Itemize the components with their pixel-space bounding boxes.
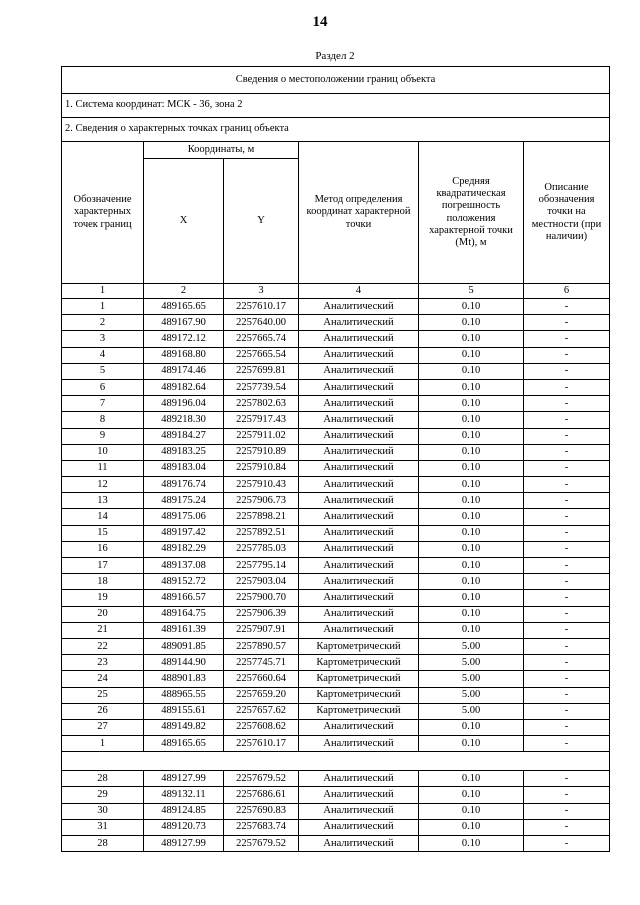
method: Аналитический <box>299 509 419 525</box>
error: 5.00 <box>419 703 524 719</box>
y-coordinate: 2257608.62 <box>224 719 299 735</box>
y-coordinate: 2257665.74 <box>224 331 299 347</box>
empty-cell <box>62 752 610 771</box>
description: - <box>524 787 610 803</box>
y-coordinate: 2257900.70 <box>224 590 299 606</box>
y-coordinate: 2257906.39 <box>224 606 299 622</box>
point-number: 18 <box>62 574 144 590</box>
method: Аналитический <box>299 379 419 395</box>
x-coordinate: 489124.85 <box>144 803 224 819</box>
description: - <box>524 541 610 557</box>
y-coordinate: 2257903.04 <box>224 574 299 590</box>
error: 0.10 <box>419 412 524 428</box>
method: Аналитический <box>299 803 419 819</box>
table-row <box>62 363 610 379</box>
y-coordinate: 2257610.17 <box>224 736 299 752</box>
y-coordinate: 2257679.52 <box>224 836 299 852</box>
x-coordinate: 489196.04 <box>144 396 224 412</box>
description: - <box>524 525 610 541</box>
point-number: 4 <box>62 347 144 363</box>
table-row <box>62 412 610 428</box>
point-number: 11 <box>62 460 144 476</box>
x-coordinate: 489132.11 <box>144 787 224 803</box>
error: 0.10 <box>419 606 524 622</box>
point-number: 22 <box>62 638 144 654</box>
column-number: 2 <box>144 284 224 299</box>
header-coordinates: Координаты, м <box>144 142 299 159</box>
method: Аналитический <box>299 819 419 835</box>
error: 0.10 <box>419 803 524 819</box>
point-number: 21 <box>62 622 144 638</box>
x-coordinate: 489218.30 <box>144 412 224 428</box>
method: Картометрический <box>299 703 419 719</box>
point-number: 28 <box>62 836 144 852</box>
y-coordinate: 2257659.20 <box>224 687 299 703</box>
table-row <box>62 396 610 412</box>
method: Аналитический <box>299 331 419 347</box>
point-number: 10 <box>62 444 144 460</box>
table-row <box>62 428 610 444</box>
method: Аналитический <box>299 299 419 315</box>
description: - <box>524 590 610 606</box>
error: 0.10 <box>419 379 524 395</box>
point-number: 19 <box>62 590 144 606</box>
description: - <box>524 819 610 835</box>
table-row <box>62 719 610 735</box>
method: Аналитический <box>299 460 419 476</box>
x-coordinate: 489184.27 <box>144 428 224 444</box>
y-coordinate: 2257795.14 <box>224 558 299 574</box>
x-coordinate: 489174.46 <box>144 363 224 379</box>
table-row <box>62 771 610 787</box>
y-coordinate: 2257907.91 <box>224 622 299 638</box>
y-coordinate: 2257745.71 <box>224 655 299 671</box>
point-number: 2 <box>62 315 144 331</box>
description: - <box>524 836 610 852</box>
error: 0.10 <box>419 347 524 363</box>
point-number: 13 <box>62 493 144 509</box>
point-number: 1 <box>62 299 144 315</box>
x-coordinate: 489091.85 <box>144 638 224 654</box>
error: 5.00 <box>419 671 524 687</box>
y-coordinate: 2257610.17 <box>224 299 299 315</box>
point-number: 5 <box>62 363 144 379</box>
y-coordinate: 2257739.54 <box>224 379 299 395</box>
method: Аналитический <box>299 396 419 412</box>
point-number: 28 <box>62 771 144 787</box>
description: - <box>524 671 610 687</box>
method: Аналитический <box>299 606 419 622</box>
description: - <box>524 803 610 819</box>
point-number: 31 <box>62 819 144 835</box>
point-number: 6 <box>62 379 144 395</box>
table-row <box>62 606 610 622</box>
table-row <box>62 574 610 590</box>
column-number: 3 <box>224 284 299 299</box>
x-coordinate: 489166.57 <box>144 590 224 606</box>
method: Аналитический <box>299 363 419 379</box>
description: - <box>524 331 610 347</box>
method: Картометрический <box>299 638 419 654</box>
y-coordinate: 2257898.21 <box>224 509 299 525</box>
error: 0.10 <box>419 590 524 606</box>
description: - <box>524 687 610 703</box>
header-error: Средняя квадратическая погрешность положения характерной точки (Mt), м <box>419 142 524 284</box>
description: - <box>524 703 610 719</box>
point-number: 14 <box>62 509 144 525</box>
method: Аналитический <box>299 444 419 460</box>
error: 0.10 <box>419 493 524 509</box>
point-number: 26 <box>62 703 144 719</box>
description: - <box>524 655 610 671</box>
x-coordinate: 489127.99 <box>144 836 224 852</box>
error: 0.10 <box>419 315 524 331</box>
section-label: Раздел 2 <box>315 50 355 62</box>
error: 0.10 <box>419 836 524 852</box>
x-coordinate: 489175.24 <box>144 493 224 509</box>
table-row <box>62 331 610 347</box>
header-x: X <box>144 159 224 284</box>
x-coordinate: 489164.75 <box>144 606 224 622</box>
x-coordinate: 489144.90 <box>144 655 224 671</box>
method: Аналитический <box>299 574 419 590</box>
error: 5.00 <box>419 687 524 703</box>
coordinate-system: 1. Система координат: МСК - 36, зона 2 <box>62 94 610 118</box>
column-number: 6 <box>524 284 610 299</box>
method: Аналитический <box>299 558 419 574</box>
table-row <box>62 541 610 557</box>
y-coordinate: 2257910.43 <box>224 477 299 493</box>
column-number: 4 <box>299 284 419 299</box>
error: 0.10 <box>419 396 524 412</box>
y-coordinate: 2257917.43 <box>224 412 299 428</box>
x-coordinate: 489168.80 <box>144 347 224 363</box>
x-coordinate: 489152.72 <box>144 574 224 590</box>
table-row <box>62 622 610 638</box>
description: - <box>524 574 610 590</box>
table-row <box>62 315 610 331</box>
table-row <box>62 379 610 395</box>
x-coordinate: 489176.74 <box>144 477 224 493</box>
error: 0.10 <box>419 819 524 835</box>
error: 0.10 <box>419 541 524 557</box>
method: Картометрический <box>299 655 419 671</box>
point-number: 15 <box>62 525 144 541</box>
table-row <box>62 299 610 315</box>
y-coordinate: 2257906.73 <box>224 493 299 509</box>
method: Аналитический <box>299 836 419 852</box>
table-row <box>62 477 610 493</box>
method: Аналитический <box>299 412 419 428</box>
description: - <box>524 444 610 460</box>
description: - <box>524 347 610 363</box>
point-number: 8 <box>62 412 144 428</box>
x-coordinate: 489182.64 <box>144 379 224 395</box>
error: 5.00 <box>419 638 524 654</box>
boundary-table <box>61 66 610 852</box>
method: Аналитический <box>299 493 419 509</box>
table-row <box>62 803 610 819</box>
method: Аналитический <box>299 622 419 638</box>
method: Аналитический <box>299 736 419 752</box>
y-coordinate: 2257699.81 <box>224 363 299 379</box>
description: - <box>524 379 610 395</box>
error: 0.10 <box>419 558 524 574</box>
table-row <box>62 736 610 752</box>
point-number: 12 <box>62 477 144 493</box>
error: 0.10 <box>419 477 524 493</box>
point-number: 1 <box>62 736 144 752</box>
header-designation: Обозначение характерных точек границ <box>62 142 144 284</box>
point-number: 17 <box>62 558 144 574</box>
point-number: 27 <box>62 719 144 735</box>
x-coordinate: 489175.06 <box>144 509 224 525</box>
x-coordinate: 489120.73 <box>144 819 224 835</box>
contour-separator-row <box>62 752 610 771</box>
x-coordinate: 489172.12 <box>144 331 224 347</box>
y-coordinate: 2257683.74 <box>224 819 299 835</box>
point-number: 16 <box>62 541 144 557</box>
method: Картометрический <box>299 671 419 687</box>
error: 0.10 <box>419 509 524 525</box>
point-number: 25 <box>62 687 144 703</box>
y-coordinate: 2257679.52 <box>224 771 299 787</box>
points-caption: 2. Сведения о характерных точках границ объекта <box>62 118 610 142</box>
error: 0.10 <box>419 736 524 752</box>
description: - <box>524 622 610 638</box>
error: 0.10 <box>419 622 524 638</box>
table-row <box>62 509 610 525</box>
table-row <box>62 836 610 852</box>
y-coordinate: 2257657.62 <box>224 703 299 719</box>
y-coordinate: 2257910.89 <box>224 444 299 460</box>
x-coordinate: 489165.65 <box>144 736 224 752</box>
error: 0.10 <box>419 719 524 735</box>
x-coordinate: 489165.65 <box>144 299 224 315</box>
x-coordinate: 489149.82 <box>144 719 224 735</box>
x-coordinate: 489182.29 <box>144 541 224 557</box>
header-description: Описание обозначения точки на местности (при наличии) <box>524 142 610 284</box>
y-coordinate: 2257690.83 <box>224 803 299 819</box>
error: 0.10 <box>419 787 524 803</box>
description: - <box>524 428 610 444</box>
method: Аналитический <box>299 787 419 803</box>
table-row <box>62 655 610 671</box>
method: Картометрический <box>299 687 419 703</box>
page-number: 14 <box>312 14 328 30</box>
table-row <box>62 558 610 574</box>
table-row <box>62 460 610 476</box>
method: Аналитический <box>299 541 419 557</box>
description: - <box>524 558 610 574</box>
table-row <box>62 703 610 719</box>
method: Аналитический <box>299 590 419 606</box>
x-coordinate: 489183.25 <box>144 444 224 460</box>
description: - <box>524 638 610 654</box>
x-coordinate: 489137.08 <box>144 558 224 574</box>
x-coordinate: 489197.42 <box>144 525 224 541</box>
description: - <box>524 493 610 509</box>
error: 5.00 <box>419 655 524 671</box>
method: Аналитический <box>299 477 419 493</box>
method: Аналитический <box>299 719 419 735</box>
y-coordinate: 2257785.03 <box>224 541 299 557</box>
x-coordinate: 489127.99 <box>144 771 224 787</box>
point-number: 29 <box>62 787 144 803</box>
x-coordinate: 488965.55 <box>144 687 224 703</box>
table-row <box>62 687 610 703</box>
description: - <box>524 719 610 735</box>
method: Аналитический <box>299 347 419 363</box>
method: Аналитический <box>299 771 419 787</box>
y-coordinate: 2257910.84 <box>224 460 299 476</box>
description: - <box>524 771 610 787</box>
description: - <box>524 460 610 476</box>
y-coordinate: 2257665.54 <box>224 347 299 363</box>
x-coordinate: 489183.04 <box>144 460 224 476</box>
point-number: 3 <box>62 331 144 347</box>
description: - <box>524 363 610 379</box>
y-coordinate: 2257660.64 <box>224 671 299 687</box>
point-number: 7 <box>62 396 144 412</box>
y-coordinate: 2257892.51 <box>224 525 299 541</box>
description: - <box>524 412 610 428</box>
table-row <box>62 493 610 509</box>
table-row <box>62 590 610 606</box>
table-row <box>62 347 610 363</box>
table-row <box>62 787 610 803</box>
table-title: Сведения о местоположении границ объекта <box>62 67 610 94</box>
y-coordinate: 2257802.63 <box>224 396 299 412</box>
y-coordinate: 2257640.00 <box>224 315 299 331</box>
error: 0.10 <box>419 299 524 315</box>
description: - <box>524 477 610 493</box>
method: Аналитический <box>299 315 419 331</box>
table-row <box>62 671 610 687</box>
table-row <box>62 525 610 541</box>
method: Аналитический <box>299 525 419 541</box>
point-number: 20 <box>62 606 144 622</box>
x-coordinate: 489161.39 <box>144 622 224 638</box>
y-coordinate: 2257686.61 <box>224 787 299 803</box>
description: - <box>524 736 610 752</box>
column-numbers-row <box>62 284 610 299</box>
description: - <box>524 606 610 622</box>
point-number: 9 <box>62 428 144 444</box>
method: Аналитический <box>299 428 419 444</box>
point-number: 30 <box>62 803 144 819</box>
table-row <box>62 638 610 654</box>
point-number: 24 <box>62 671 144 687</box>
header-method: Метод определения координат характерной точки <box>299 142 419 284</box>
error: 0.10 <box>419 574 524 590</box>
table-row <box>62 819 610 835</box>
description: - <box>524 396 610 412</box>
x-coordinate: 488901.83 <box>144 671 224 687</box>
x-coordinate: 489155.61 <box>144 703 224 719</box>
error: 0.10 <box>419 771 524 787</box>
error: 0.10 <box>419 428 524 444</box>
y-coordinate: 2257890.57 <box>224 638 299 654</box>
description: - <box>524 315 610 331</box>
point-number: 23 <box>62 655 144 671</box>
header-y: Y <box>224 159 299 284</box>
error: 0.10 <box>419 460 524 476</box>
y-coordinate: 2257911.02 <box>224 428 299 444</box>
error: 0.10 <box>419 363 524 379</box>
description: - <box>524 299 610 315</box>
column-number: 5 <box>419 284 524 299</box>
error: 0.10 <box>419 331 524 347</box>
description: - <box>524 509 610 525</box>
table-row <box>62 444 610 460</box>
error: 0.10 <box>419 444 524 460</box>
column-number: 1 <box>62 284 144 299</box>
x-coordinate: 489167.90 <box>144 315 224 331</box>
error: 0.10 <box>419 525 524 541</box>
